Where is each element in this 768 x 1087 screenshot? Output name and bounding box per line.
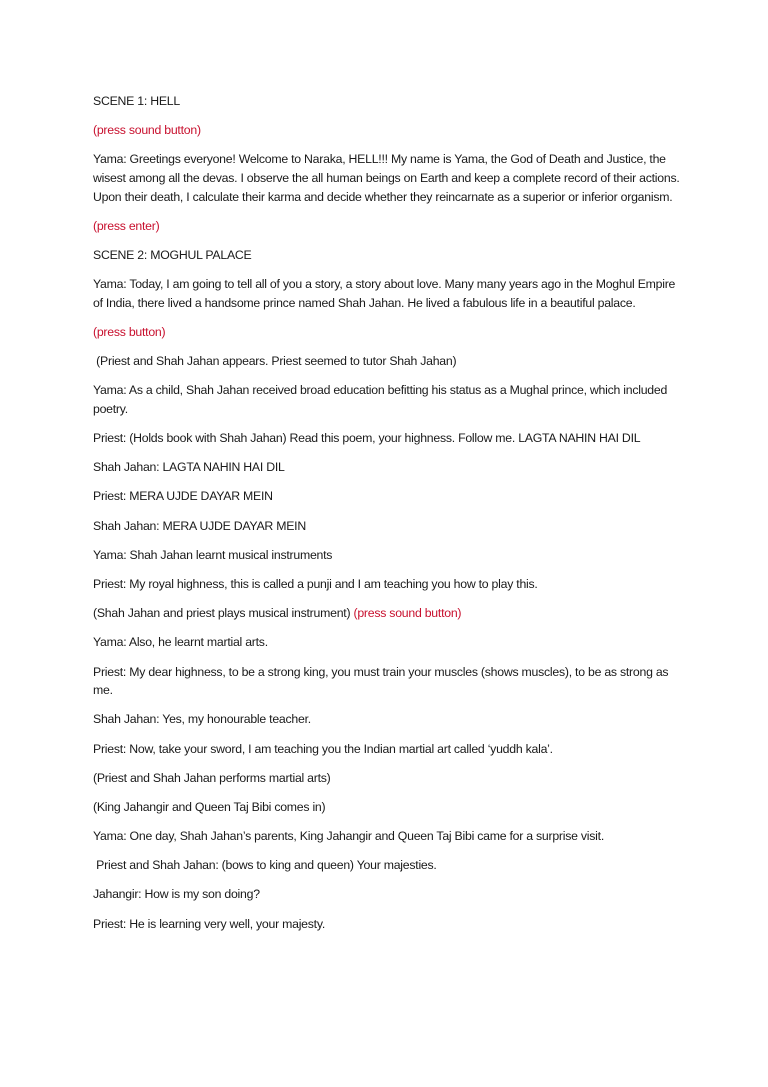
- dialogue-priest-reply: Priest: He is learning very well, your majesty.: [93, 916, 325, 931]
- dialogue-priest-poem: Priest: (Holds book with Shah Jahan) Read this poem, your highness. Follow me. LAGTA NAHIN HAI DIL: [93, 431, 641, 446]
- scene-heading-1: SCENE 1: HELL: [93, 94, 180, 108]
- stage-direction-music-text: (Shah Jahan and priest plays musical instrument): [93, 606, 354, 621]
- dialogue-yama-martial: Yama: Also, he learnt martial arts.: [93, 635, 268, 650]
- dialogue-yama-intro: Yama: Greetings everyone! Welcome to Naraka, HELL!!! My name is Yama, the God of Death and Justice, the wisest among all the devas. I observe the all human beings on Earth and keep a complete record of their actions. Upon their death, I calculate their karma and decide whether they reincarnate as a superior or inferior organism.: [93, 152, 683, 204]
- dialogue-yama-music: Yama: Shah Jahan learnt musical instruments: [93, 547, 333, 562]
- stage-cue-press-sound-button: (press sound button): [93, 123, 201, 138]
- dialogue-yama-story: Yama: Today, I am going to tell all of you a story, a story about love. Many many years ago in the Moghul Empire of India, there lived a handsome prince named Shah Jahan. He lived a fabulous life in a beautiful palace.: [93, 277, 679, 310]
- dialogue-shah-jahan-2: Shah Jahan: MERA UJDE DAYAR MEIN: [93, 518, 306, 533]
- stage-direction-king-queen: (King Jahangir and Queen Taj Bibi comes in): [93, 799, 326, 814]
- stage-direction-martial-arts: (Priest and Shah Jahan performs martial arts): [93, 770, 331, 785]
- stage-cue-press-button: (press button): [93, 324, 166, 339]
- dialogue-jahangir: Jahangir: How is my son doing?: [93, 887, 260, 902]
- stage-cue-press-sound-button-2: (press sound button): [353, 606, 462, 621]
- scene-heading-2: SCENE 2: MOGHUL PALACE: [93, 247, 252, 262]
- dialogue-priest-shah-jahan-bow: Priest and Shah Jahan: (bows to king and queen) Your majesties.: [93, 858, 437, 873]
- stage-cue-press-enter: (press enter): [93, 218, 160, 233]
- dialogue-yama-education: Yama: As a child, Shah Jahan received broad education befitting his status as a Mughal prince, which included poetry.: [93, 383, 671, 416]
- stage-direction-music: [93, 604, 683, 623]
- dialogue-yama-visit: Yama: One day, Shah Jahan’s parents, King Jahangir and Queen Taj Bibi came for a surprise visit.: [93, 829, 604, 844]
- dialogue-shah-jahan-1: Shah Jahan: LAGTA NAHIN HAI DIL: [93, 460, 285, 475]
- dialogue-priest-sword: Priest: Now, take your sword, I am teaching you the Indian martial art called ‘yuddh kala’.: [93, 741, 553, 756]
- dialogue-priest-muscles: Priest: My dear highness, to be a strong king, you must train your muscles (shows muscles), to be as strong as me.: [93, 664, 672, 698]
- dialogue-priest-2: Priest: MERA UJDE DAYAR MEIN: [93, 489, 273, 504]
- dialogue-priest-punji: Priest: My royal highness, this is called a punji and I am teaching you how to play this.: [93, 577, 538, 591]
- script-body: [93, 92, 683, 944]
- dialogue-shah-jahan-3: Shah Jahan: Yes, my honourable teacher.: [93, 712, 311, 727]
- stage-direction-priest-appears: (Priest and Shah Jahan appears. Priest seemed to tutor Shah Jahan): [93, 354, 457, 369]
